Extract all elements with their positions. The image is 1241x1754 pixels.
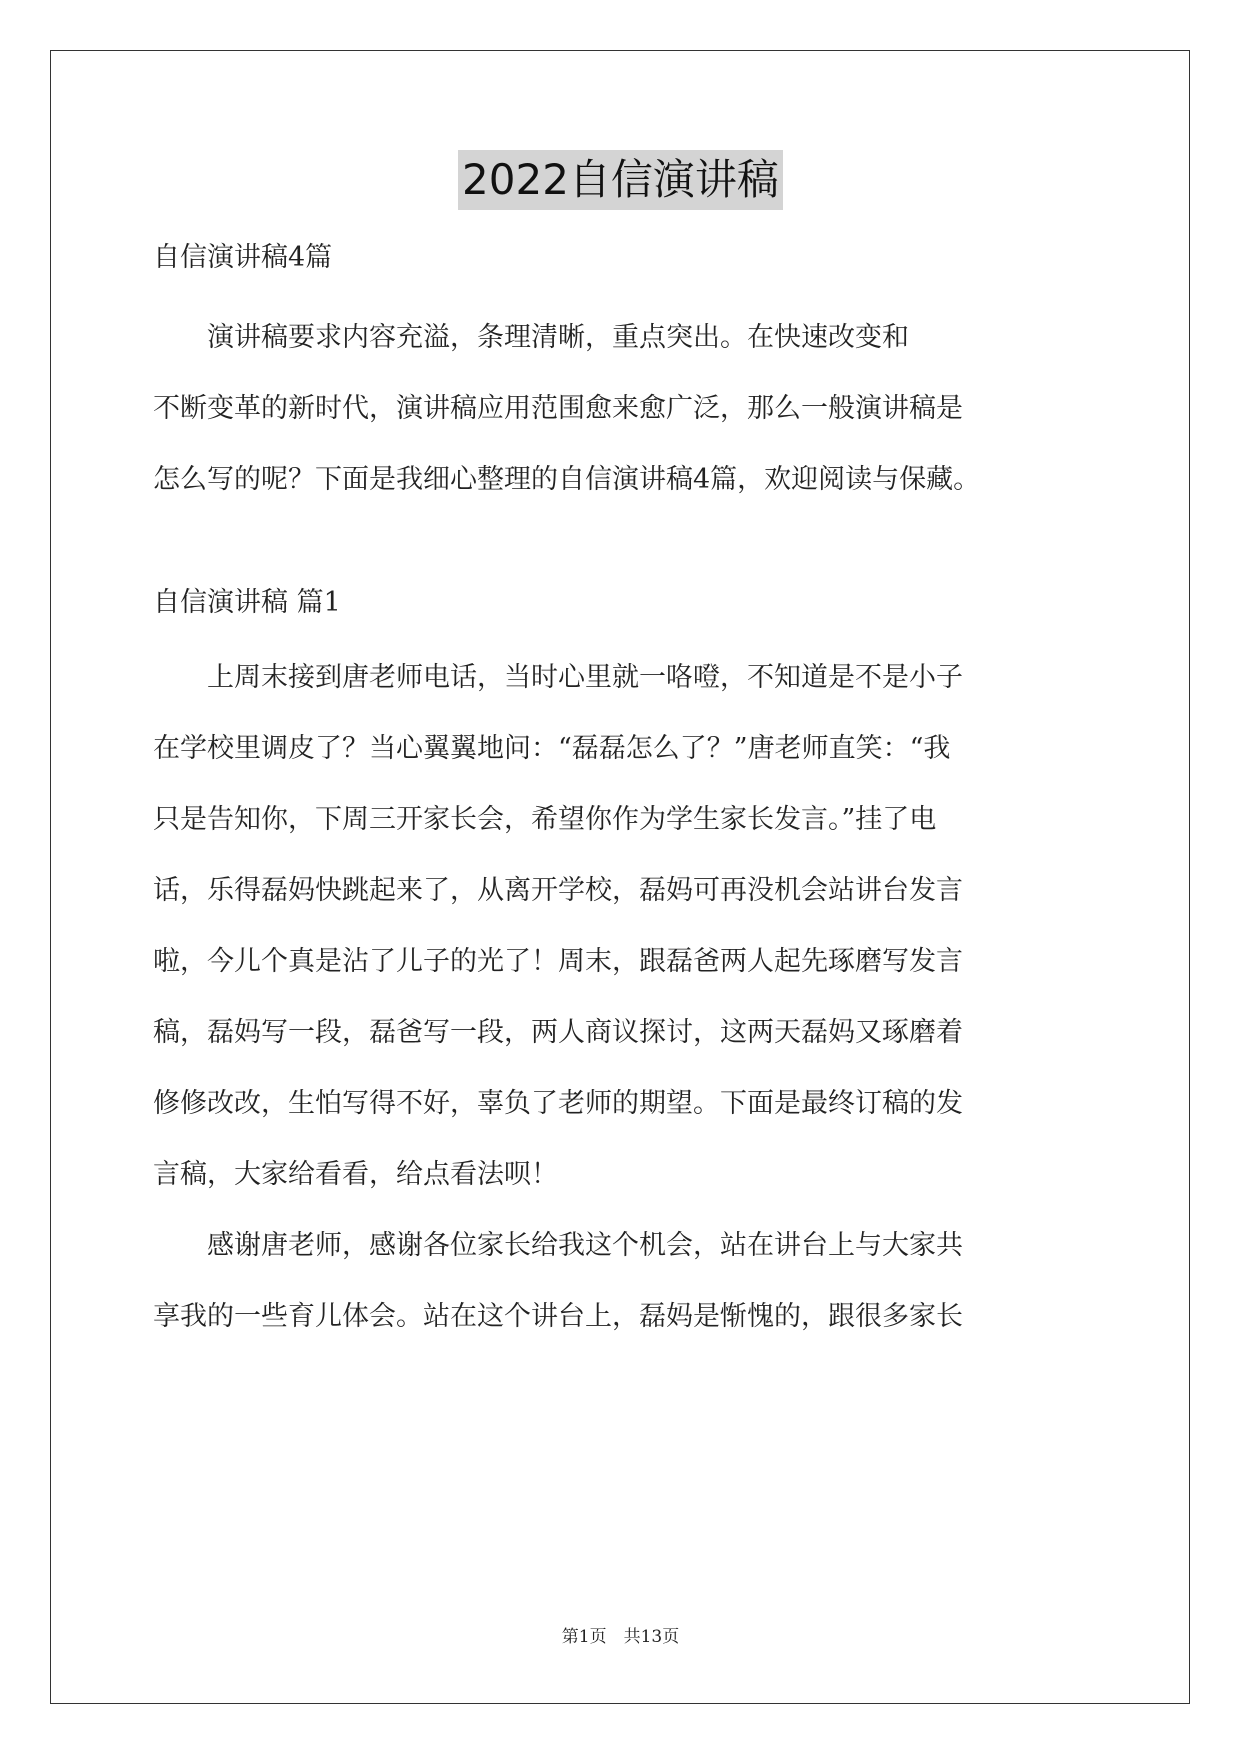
document-title-wrapper (0, 150, 1241, 210)
body-paragraph-line: 修修改改，生怕写得不好，辜负了老师的期望。下面是最终订稿的发 (153, 1088, 963, 1119)
body-paragraph-line: 话，乐得磊妈快跳起来了，从离开学校，磊妈可再没机会站讲台发言 (153, 875, 963, 906)
document-title: 2022自信演讲稿 (458, 150, 783, 210)
body-paragraph-line: 稿，磊妈写一段，磊爸写一段，两人商议探讨，这两天磊妈又琢磨着 (153, 1017, 963, 1048)
body-paragraph-line: 享我的一些育儿体会。站在这个讲台上，磊妈是惭愧的，跟很多家长 (153, 1301, 963, 1332)
intro-heading: 自信演讲稿4篇 (153, 242, 333, 273)
intro-paragraph-line: 怎么写的呢？下面是我细心整理的自信演讲稿4篇，欢迎阅读与保藏。 (153, 464, 981, 495)
intro-paragraph-line: 演讲稿要求内容充溢，条理清晰，重点突出。在快速改变和 (153, 322, 909, 353)
body-paragraph-line: 只是告知你，下周三开家长会，希望你作为学生家长发言。”挂了电 (153, 804, 937, 835)
page-footer: 第1页 共13页 (561, 1627, 680, 1647)
body-paragraph-line: 上周末接到唐老师电话，当时心里就一咯噔，不知道是不是小子 (153, 662, 963, 693)
body-paragraph-line: 在学校里调皮了？当心翼翼地问：“磊磊怎么了？”唐老师直笑：“我 (153, 733, 951, 764)
body-paragraph-line: 言稿，大家给看看，给点看法呗！ (153, 1159, 558, 1190)
section-heading: 自信演讲稿 篇1 (153, 587, 341, 618)
intro-paragraph-line: 不断变革的新时代，演讲稿应用范围愈来愈广泛，那么一般演讲稿是 (153, 393, 963, 424)
body-paragraph-line: 啦，今儿个真是沾了儿子的光了！周末，跟磊爸两人起先琢磨写发言 (153, 946, 963, 977)
body-paragraph-line: 感谢唐老师，感谢各位家长给我这个机会，站在讲台上与大家共 (153, 1230, 963, 1261)
